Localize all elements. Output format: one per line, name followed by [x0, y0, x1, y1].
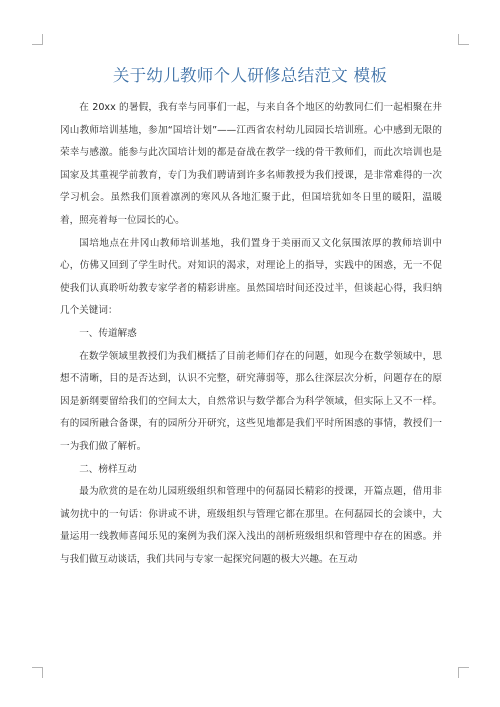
crop-mark-top-left: [32, 34, 43, 45]
document-body: [60, 97, 442, 571]
document-title: 关于幼儿教师个人研修总结范文 模板: [112, 66, 388, 85]
crop-mark-top-right: [458, 34, 469, 45]
crop-mark-bottom-left: [32, 667, 43, 678]
paragraph-intro: 在 20xx 的暑假，我有幸与同事们一起，与来自各个地区的幼教同仁们一起相聚在井冈山教师培训基地，参加“国培计划”——江西省农村幼儿园园长培训班。心中感到无限的荣幸与感激。能参与此次国培计划的都是奋战在教学一线的骨干教师们，而此次培训也是国家及其重视学前教育，专门为我们聘请到许多名师教授为我们授课，是非常难得的一次学习机会。虽然我们顶着凛冽的寒风从各地汇聚于此，但国培犹如冬日里的暖阳，温暖着，照亮着每一位园长的心。: [60, 102, 442, 226]
section-heading-1: 一、传道解惑: [79, 327, 137, 339]
crop-mark-bottom-right: [458, 667, 469, 678]
paragraph-location: 国培地点在井冈山教师培训基地，我们置身于美丽而又文化氛围浓厚的教师培训中心，仿佛又回到了学生时代。对知识的渴求，对理论上的指导，实践中的困惑，无一不促使我们认真聆听幼教专家学者的精彩讲座。虽然国培时间还没过半，但谈起心得，我归纳几个关键词：: [60, 237, 442, 317]
paragraph-math: 在数学领域里教授们为我们概括了目前老师们存在的问题，如现今在数学领域中，思想不清晰，目的是否达到，认识不完整，研究薄弱等，那么往深层次分析，问题存在的原因是新纲要留给我们的空间太大，自然常识与数学都合为科学领域，但实际上又不一样。有的园所融合备课，有的园所分开研究，这些见地都是我们平时所困惑的事情，教授们一一为我们做了解析。: [60, 350, 442, 452]
section-heading-2: 二、榜样互动: [79, 463, 137, 475]
paragraph-role-model: 最为欣赏的是在幼儿园班级组织和管理中的何磊园长精彩的授课，开篇点题，借用非诚勿扰中的一句话：你讲或不讲，班级组织与管理它都在那里。在何磊园长的会谈中，大量运用一线教师喜闻乐见的案例为我们深入浅出的剖析班级组织和管理中存在的困惑。并与我们做互动谈话，我们共同与专家一起探究问题的极大兴趣。在互动: [60, 486, 442, 565]
